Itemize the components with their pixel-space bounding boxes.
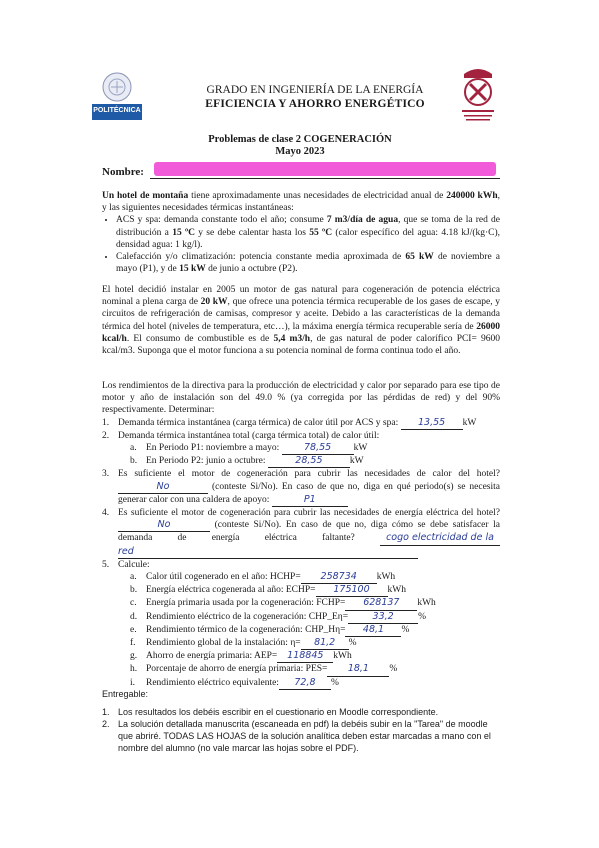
intro-bold-start: Un hotel de montaña <box>102 191 189 201</box>
question-5-items <box>118 571 500 690</box>
problem-set-title: Problemas de clase 2 COGENERACIÓN <box>208 134 392 145</box>
question-5-item: a. Calor útil cogenerado en el año: HCHP= 258734 kWh <box>118 571 500 584</box>
name-label: Nombre: <box>102 166 144 178</box>
question-5-item: g. Ahorro de energía primaria: AEP= 118845 kWh <box>118 650 500 663</box>
answer-5g[interactable]: 118845 <box>277 650 333 663</box>
bullet-calefaccion: • Calefacción y/o climatización: potencia constante media aproximada de 65 kW de noviembre a mayo (P1), y de 15 kW de junio a octubre (P2). <box>116 251 500 275</box>
answer-1[interactable]: 13,55 <box>401 417 463 430</box>
degree-title: GRADO EN INGENIERÍA DE LA ENERGÍA <box>206 84 424 96</box>
bullet-acs: • ACS y spa: demanda constante todo el año; consume 7 m3/día de agua, que se toma de la red de distribución a 15 ºC y se debe calentar hasta los 55 ºC (calor específico del agua: 4.18 kJ/(kg·C), densidad agua: 1 kg/l). <box>116 214 500 251</box>
answer-3b[interactable]: P1 <box>272 494 348 507</box>
question-5-item: h. Porcentaje de ahorro de energía primaria: PES= 18,1 % <box>118 663 500 676</box>
entregable-section <box>102 688 500 754</box>
question-4: 4. Es suficiente el motor de cogeneración para cubrir las necesidades de energía eléctrica del hotel? No (conteste Si/No). En caso de que no, diga cómo se debe satisfacer la demanda de energía eléctrica faltante? cogo electricidad de la red <box>102 507 500 559</box>
answer-5a[interactable]: 258734 <box>301 571 377 584</box>
question-5-item: c. Energía primaria usada por la cogeneración: FCHP= 628137 kWh <box>118 597 500 610</box>
question-5-item: d. Rendimiento eléctrico de la cogeneración: CHP_Eη= 33,2 % <box>118 611 500 624</box>
answer-5f[interactable]: 81,2 <box>301 637 349 650</box>
answer-5h[interactable]: 18,1 <box>327 663 389 676</box>
entregable-title: Entregable: <box>102 689 149 699</box>
questions-section <box>102 380 500 690</box>
answer-4b-continued[interactable]: red <box>118 546 418 559</box>
name-line <box>150 178 500 179</box>
hotel-paragraph: El hotel decidió instalar en 2005 un motor de gas natural para cogeneración de potencia eléctrica nominal a plena carga de 20 kW, que ofrece una potencia térmica recuperable de los gases de escape, y circuitos de refrigeración de camisas, compresor y aceite. Debido a las características de la demanda térmica del hotel (niveles de temperatura, etc…), la máxima energía térmica recuperable sería de 26000 kcal/h. El consumo de combustible es de 5,4 m3/h, de gas natural de poder calorífico PCI= 9600 kcal/m3. Suponga que el motor funciona a su potencia nominal de forma continua todo el año. <box>102 285 501 357</box>
answer-5i[interactable]: 72,8 <box>279 677 331 690</box>
rendimientos-paragraph: Los rendimientos de la directiva para la producción de electricidad y calor por separado para ese tipo de motor y año de instalación son del 49.0 % (ya corregida por las pérdidas de red) y del 90% respectivamente. Determinar: <box>102 381 500 416</box>
intro-paragraph: Un hotel de montaña tiene aproximadamente unas necesidades de electricidad anual de 240000 kWh, y las siguientes necesidades térmicas instantáneas: • ACS y spa: demanda constante todo el año; consume 7 m3/día de agua, que se toma de la red de distribución a 15 ºC y se debe calentar hasta los 55 ºC (calor específico del agua: 4.18 kJ/(kg·C), densidad agua: 1 kg/l). • Calefacción y/o climatización: potencia constante media aproximada de 65 kW de noviembre a mayo (P1), y de 15 kW de junio a octubre (P2). <box>102 190 500 275</box>
question-5-item: e. Rendimiento térmico de la cogeneración: CHP_Hη= 48,1 % <box>118 624 500 637</box>
question-5-item: i. Rendimiento eléctrico equivalente: 72,8 % <box>118 677 500 690</box>
question-1: 1. Demanda térmica instantánea (carga térmica) de calor útil por ACS y spa: 13,55 kW <box>102 417 500 430</box>
upm-logo-text: POLITÉCNICA <box>93 107 141 114</box>
question-2: 2. Demanda térmica instantánea total (carga térmica total) de calor útil: a. En Periodo P1: noviembre a mayo: 78,55 kW b. En Periodo P2: junio a octubre: 28,55 kW <box>102 430 500 469</box>
name-redaction-highlight <box>154 162 496 176</box>
answer-3a[interactable]: No <box>118 481 208 494</box>
question-5: 5. Calcule: a. Calor útil cogenerado en el año: HCHP= 258734 kWh b. Energía eléctrica cogenerada al año: ECHP= 175100 kWh c. Energía primaria usada por la cogeneración: FCHP= 628137 kWh d. Rendimiento eléctrico de la cogeneración: CHP_Eη= 33,2 % e. Rendimiento térmico de la cogeneración: CHP_Hη= 48,1 % f. Rendimiento global de la instalación: η= 81,2 % g. Ahorro de energía primaria: AEP= 118845 kWh h. Porcentaje de ahorro de energía primaria: PES= 18,1 % i. Rendimiento eléctrico equivalente: 72,8 % <box>102 559 500 690</box>
school-crest-logo <box>456 66 500 126</box>
answer-4b[interactable]: cogo electricidad de la <box>380 532 500 545</box>
problem-set-date: Mayo 2023 <box>275 146 325 157</box>
question-5-item: b. Energía eléctrica cogenerada al año: ECHP= 175100 kWh <box>118 584 500 597</box>
answer-4a[interactable]: No <box>118 519 210 532</box>
question-5-item: f. Rendimiento global de la instalación: η= 81,2 % <box>118 637 500 650</box>
answer-5e[interactable]: 48,1 <box>345 624 401 637</box>
question-3: 3. Es suficiente el motor de cogeneración para cubrir las necesidades de calor del hotel? No (conteste Si/No). En caso de que no, diga en qué periodo(s) se necesita generar calor con una caldera de apoyo: P1 <box>102 468 500 507</box>
answer-5d[interactable]: 33,2 <box>348 611 418 624</box>
question-2b: b. En Periodo P2: junio a octubre: 28,55 kW <box>118 455 500 468</box>
name-row <box>102 162 500 180</box>
answer-5b[interactable]: 175100 <box>316 584 388 597</box>
entregable-item: 1. Los resultados los debéis escribir en el cuestionario en Moodle correspondiente. <box>102 707 439 717</box>
answer-5c[interactable]: 628137 <box>345 597 417 610</box>
answer-2b[interactable]: 28,55 <box>268 455 350 468</box>
answer-2a[interactable]: 78,55 <box>282 442 354 455</box>
entregable-item: 2. La solución detallada manuscrita (escaneada en pdf) la debéis subir en la "Tarea" de moodle que abriré. TODAS LAS HOJAS de la solución analítica deben estar marcadas a mano con el nombre del alumno (no vale marcar las hojas sobre el PDF). <box>102 719 491 753</box>
course-title: EFICIENCIA Y AHORRO ENERGÉTICO <box>205 98 425 110</box>
question-2a: a. En Periodo P1: noviembre a mayo: 78,55 kW <box>118 442 500 455</box>
upm-logo <box>92 70 142 122</box>
